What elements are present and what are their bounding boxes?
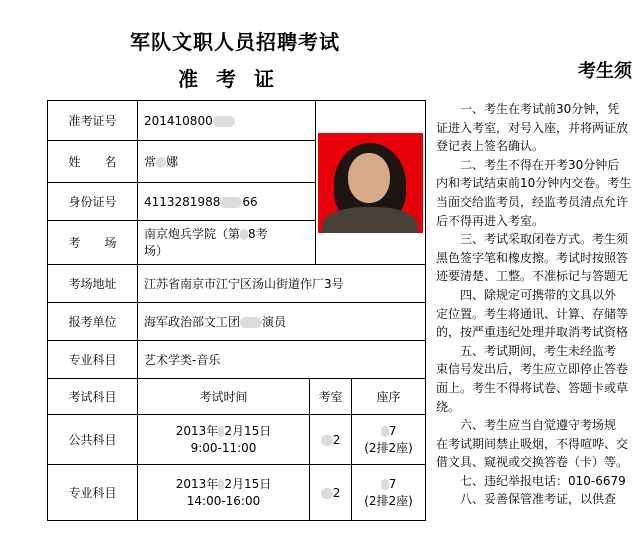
redaction-mark bbox=[321, 488, 333, 499]
candidate-notice-title: 考生须 bbox=[578, 61, 632, 82]
notice-line: 内和考试结束前10分钟内交卷。考生 bbox=[436, 176, 632, 191]
schedule-subject: 专业科目 bbox=[48, 465, 138, 521]
venue-value: 南京炮兵学院（第 8考 场） bbox=[138, 221, 316, 265]
unit-label: 报考单位 bbox=[48, 303, 138, 341]
name-label: 姓 名 bbox=[48, 141, 138, 183]
subject-row bbox=[48, 341, 426, 379]
notice-line: 后不得再进入考室。 bbox=[436, 213, 545, 228]
candidate-photo bbox=[318, 133, 423, 233]
exam-no-row bbox=[48, 101, 426, 141]
notice-line: 七、违纪举报电话：010-6679 bbox=[460, 473, 626, 488]
address-label: 考场地址 bbox=[48, 265, 138, 303]
address-row bbox=[48, 265, 426, 303]
notice-line: 证进入考室，对号入座，并将两证放 bbox=[436, 120, 629, 135]
notice-line: 定位置。考生将通讯、计算、存储等 bbox=[436, 306, 629, 321]
schedule-time: 2013年 2月15日 14:00-16:00 bbox=[138, 465, 310, 521]
notice-line: 迹要清楚、工整。不准标记与答题无 bbox=[436, 269, 629, 284]
schedule-seat-header: 座序 bbox=[352, 379, 426, 415]
notice-line: 黑色签字笔和橡皮擦。考试时按照答 bbox=[436, 250, 629, 265]
notice-line: 一、考生在考试前30分钟，凭 bbox=[460, 102, 620, 116]
redaction-mark bbox=[213, 116, 235, 127]
venue-label: 考 场 bbox=[48, 221, 138, 265]
redaction-mark bbox=[381, 479, 389, 490]
subject-label: 专业科目 bbox=[48, 341, 138, 379]
redaction-mark bbox=[240, 317, 262, 328]
notice-line: 三、考试采取闭卷方式。考生须 bbox=[460, 232, 629, 247]
unit-value: 海军政治部文工团 演员 bbox=[138, 303, 426, 341]
notice-line: 八、妥善保管准考证，以供查 bbox=[460, 492, 617, 507]
notice-line: 在考试期间禁止吸烟，不得喧哗、交 bbox=[436, 436, 629, 451]
schedule-subject: 公共科目 bbox=[48, 415, 138, 465]
exam-title: 军队文职人员招聘考试 bbox=[130, 30, 340, 54]
subject-value: 艺术学类-音乐 bbox=[138, 341, 426, 379]
exam-no-value: 201410800 bbox=[138, 101, 316, 141]
schedule-seat: 7 (2排2座) bbox=[352, 415, 426, 465]
notice-line: 登记表上签名确认。 bbox=[436, 139, 545, 154]
notice-line: 六、考生应当自觉遵守考场规 bbox=[460, 418, 617, 433]
name-value: 常 娜 bbox=[138, 141, 316, 183]
notice-line: 四、除规定可携带的文具以外 bbox=[460, 287, 617, 302]
notice-line: 面上。考生不得将试卷、答题卡或草 bbox=[436, 380, 629, 395]
schedule-row bbox=[48, 415, 426, 465]
address-value: 江苏省南京市江宁区汤山街道作厂3号 bbox=[138, 265, 426, 303]
notice-line: 借文具、窥视或交换答卷（卡）等。 bbox=[436, 455, 629, 470]
notice-line: 二、考生不得在开考30分钟后 bbox=[460, 157, 620, 172]
notice-line: 绕。 bbox=[436, 399, 461, 414]
id-value: 4113281988 66 bbox=[138, 183, 316, 221]
schedule-time-header: 考试时间 bbox=[138, 379, 310, 415]
schedule-room: 2 bbox=[310, 415, 352, 465]
redaction-mark bbox=[220, 197, 242, 208]
admission-ticket-table bbox=[47, 100, 426, 521]
candidate-notice bbox=[436, 100, 635, 509]
notice-line: 当面交给监考员，经监考员清点允许 bbox=[436, 194, 629, 209]
redaction-mark bbox=[156, 157, 166, 168]
id-label: 身份证号 bbox=[48, 183, 138, 221]
exam-no-label: 准考证号 bbox=[48, 101, 138, 141]
notice-line: 的，按严重违纪处理并取消考试资格 bbox=[436, 325, 629, 340]
unit-row bbox=[48, 303, 426, 341]
schedule-seat: 7 (2排2座) bbox=[352, 465, 426, 521]
notice-line: 五、考试期间，考生未经监考 bbox=[460, 343, 617, 358]
schedule-time: 2013年 2月15日 9:00-11:00 bbox=[138, 415, 310, 465]
redaction-mark bbox=[381, 426, 389, 437]
redaction-mark bbox=[321, 435, 333, 446]
schedule-room: 2 bbox=[310, 465, 352, 521]
admission-ticket-title: 准考证 bbox=[178, 67, 292, 91]
redaction-mark bbox=[240, 229, 248, 240]
notice-line: 束信号发出后，考生应立即停止答卷 bbox=[436, 362, 629, 377]
schedule-row bbox=[48, 465, 426, 521]
photo-cell bbox=[316, 101, 426, 265]
schedule-subject-header: 考试科目 bbox=[48, 379, 138, 415]
schedule-room-header: 考室 bbox=[310, 379, 352, 415]
schedule-header-row bbox=[48, 379, 426, 415]
